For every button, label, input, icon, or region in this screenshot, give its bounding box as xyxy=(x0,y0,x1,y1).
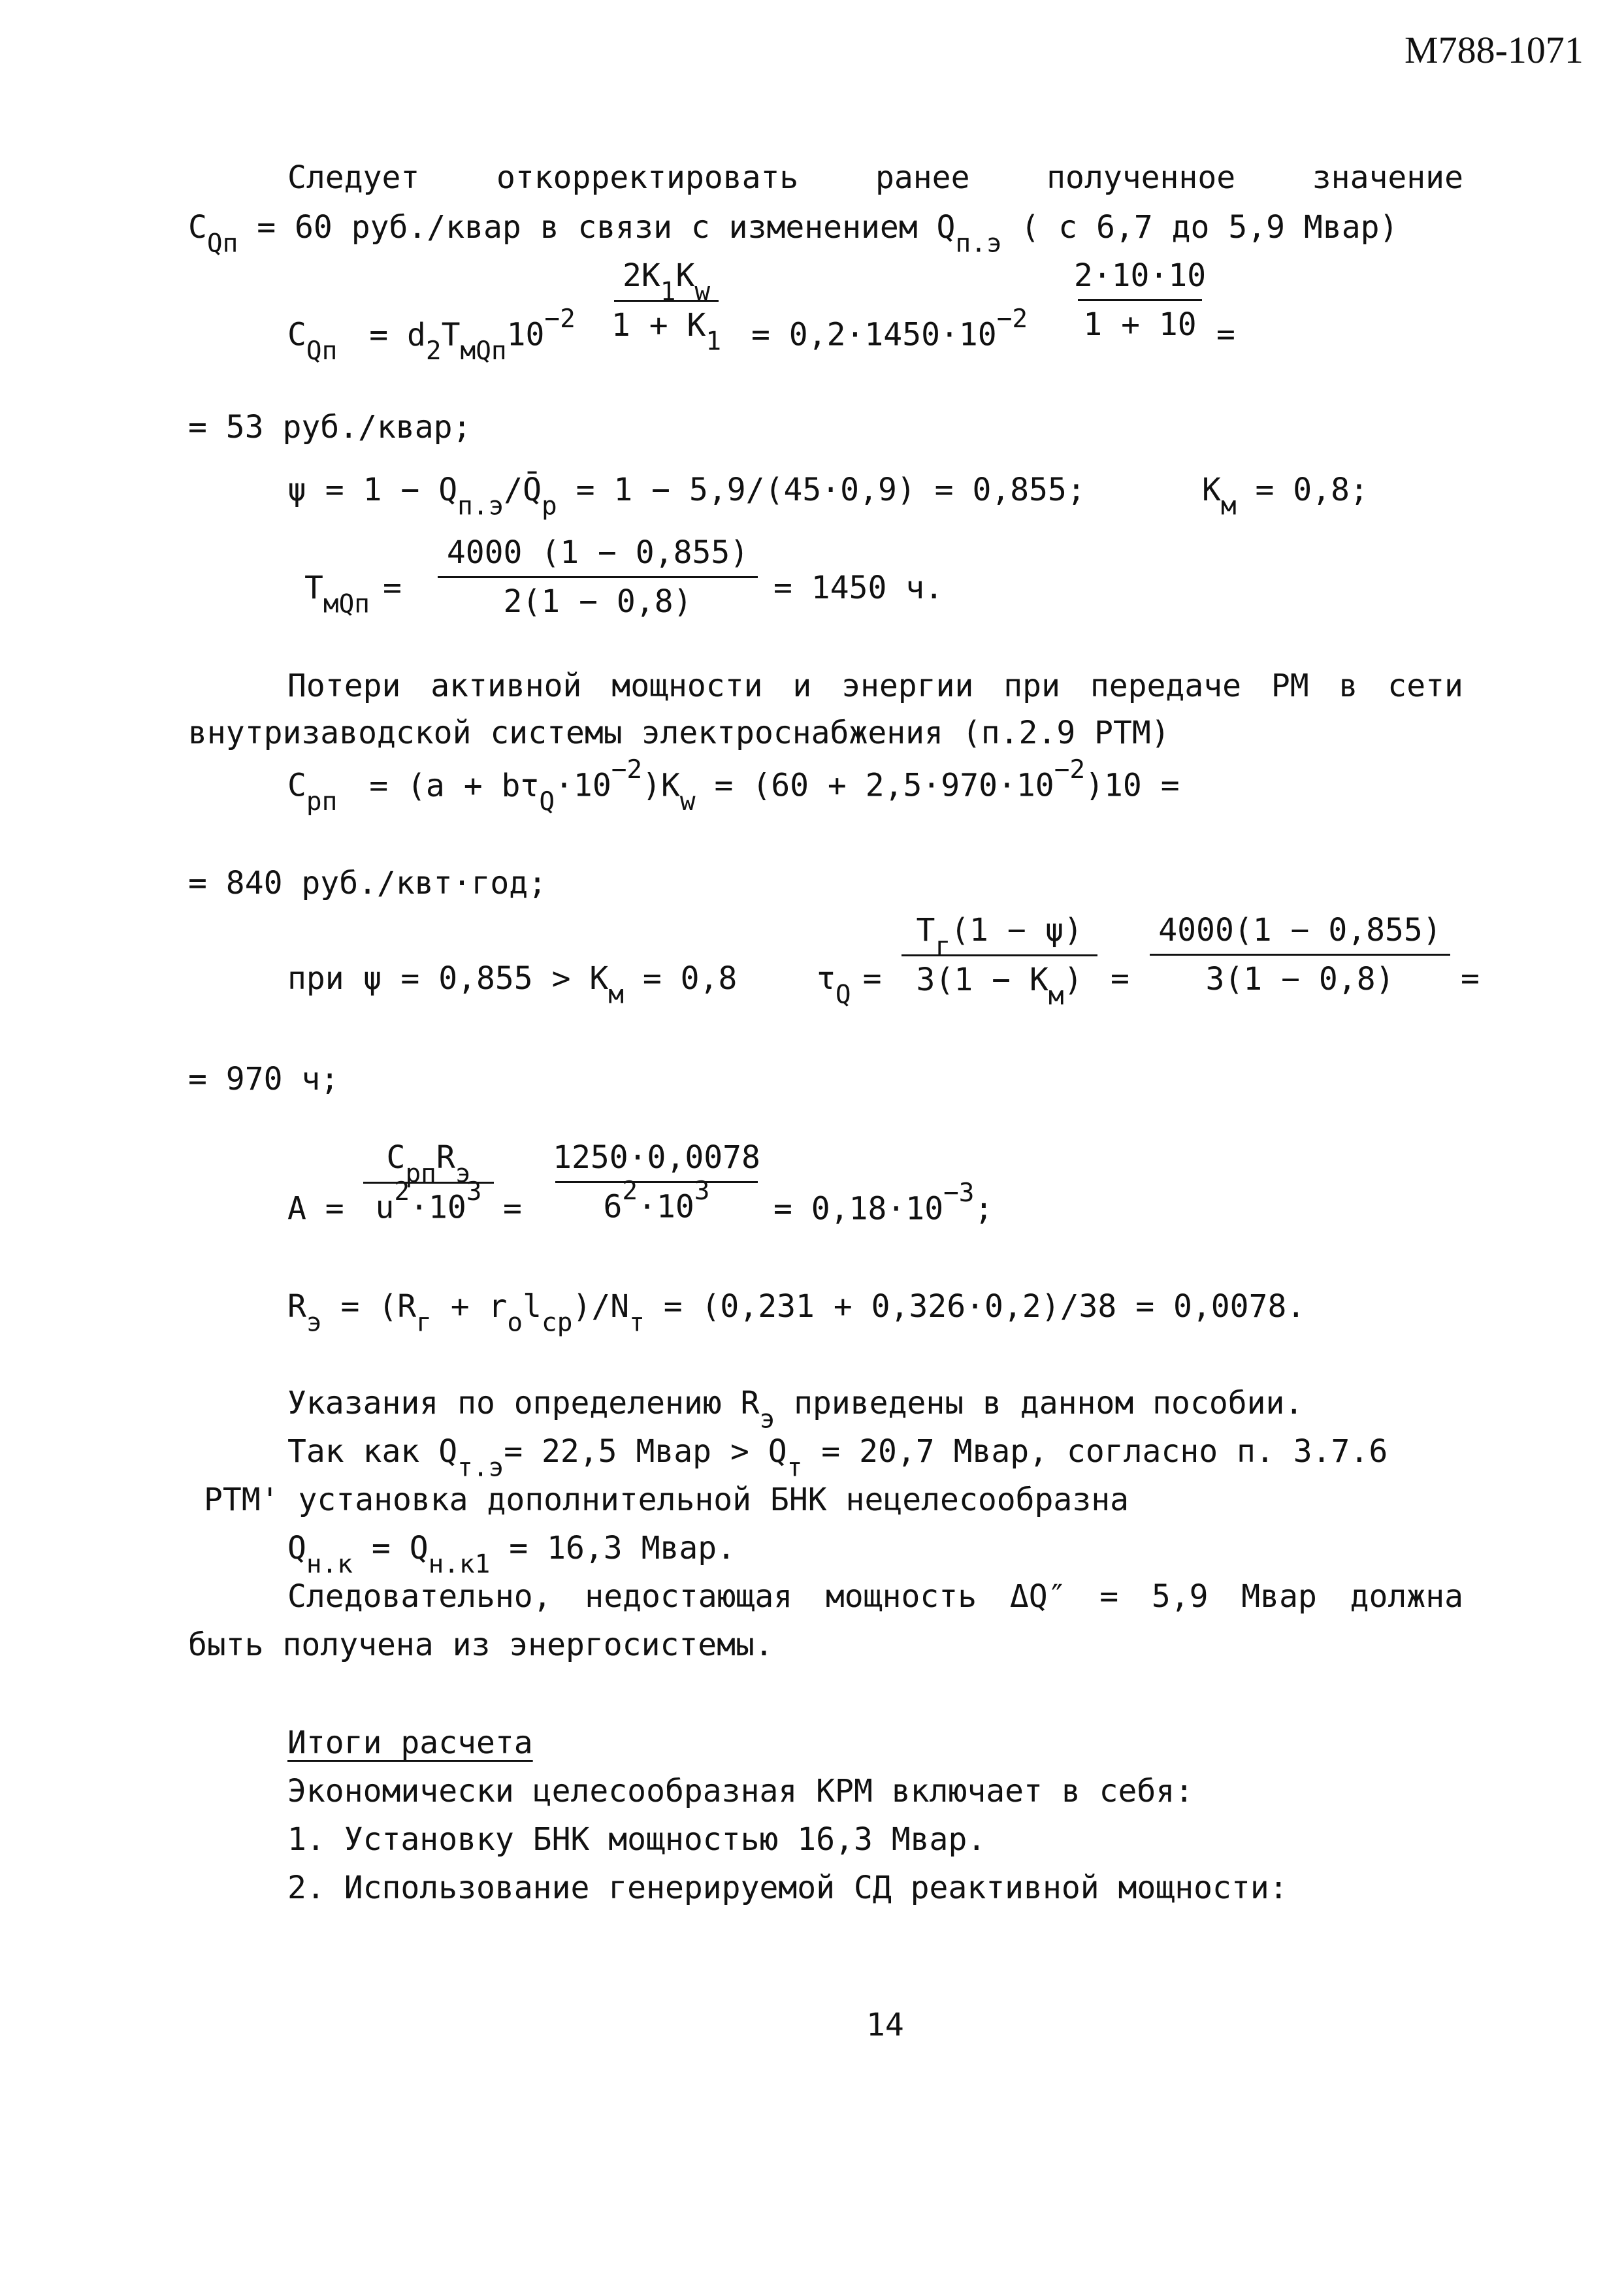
document-code: М788-1071 xyxy=(1405,29,1583,71)
page-number: 14 xyxy=(866,2007,904,2043)
paragraph-line xyxy=(287,159,1463,196)
list-item: 1. Установку БНК мощностью 16,3 Мвар. xyxy=(287,1821,986,1858)
paragraph-line: Указания по определению $R_э$ приведены в данном пособии. xyxy=(287,1385,1304,1435)
formula-cqp-mid: = $0,2\cdot 1450\cdot 10^{-2}$ xyxy=(751,304,1028,353)
paragraph-line: Потери активной мощности и энергии при передаче РМ в сети xyxy=(287,668,1463,704)
tau-result: = 970 ч; xyxy=(188,1061,340,1097)
fraction-tau-2: 4000(1 − 0,855) 3(1 − 0,8) xyxy=(1150,915,1450,995)
formula-cqp-lhs: $C_{Qп} = d_2T_{мQп}10^{-2}$ xyxy=(287,304,576,366)
fraction-2k1kw: $2K_1K_w$ $1 + K_1$ xyxy=(611,257,722,357)
tau-lhs: $\tau_Q$ = xyxy=(817,960,882,1010)
paragraph-line: $Q_{н.к} = Q_{н.к1} = 16,3$ Мвар. xyxy=(287,1530,736,1580)
word: Следует xyxy=(287,159,420,196)
equals-sign: = xyxy=(1216,316,1235,353)
a-lhs: A = xyxy=(287,1190,344,1227)
crp-formula: $C_{рп} = (a + b\tau_Q\cdot 10^{-2})K_w = (60 + 2,5\cdot 970\cdot 10^{-2})10$ = xyxy=(287,754,1180,817)
re-formula: $R_э = (R_г + r_ol_{ср})/N_т = (0,231 + 0,326\cdot 0,2)/38 = 0,0078$. xyxy=(287,1288,1306,1338)
equals-sign: = xyxy=(1461,960,1480,997)
formula-result: = 53 руб./квар; xyxy=(188,409,472,446)
paragraph-line: Следовательно, недостающая мощность ΔQ″ = 5,9 Мвар должна xyxy=(287,1578,1463,1615)
equals-sign: = xyxy=(1111,960,1129,997)
fraction-a-2: 1250·0,0078 $6^2\cdot 10^3$ xyxy=(553,1139,760,1225)
word: ранее xyxy=(875,159,970,196)
tmqp-lhs: $T_{мQп}$ = xyxy=(304,570,402,619)
crp-result: = 840 руб./квт·год; xyxy=(188,865,547,901)
section-title: Итоги расчета xyxy=(287,1725,533,1761)
a-result: = $0,18\cdot 10^{-3}$; xyxy=(773,1178,994,1227)
paragraph-line: $C_{Qп} = 60$ руб./квар в связи с изменением $Q_{п.э}$ ( с 6,7 до 5,9 Мвар) xyxy=(188,209,1399,259)
fraction-a-1: $C_{рп}R_э$ $u^2\cdot 10^3$ xyxy=(363,1142,494,1223)
list-item: 2. Использование генерируемой СД реактивной мощности: xyxy=(287,1870,1288,1906)
tmqp-result: = 1450 ч. xyxy=(773,570,944,606)
word: значение xyxy=(1312,159,1463,196)
summary-intro: Экономически целесообразная КРМ включает в себя: xyxy=(287,1773,1194,1809)
fraction-2-10-10: 2·10·10 1 + 10 xyxy=(1073,257,1207,343)
km-value: $K_м = 0,8$; xyxy=(1202,472,1369,521)
paragraph-line: Так как $Q_{т.э}= 22,5$ Мвар > $Q_т = 20,7$ Мвар, согласно п. 3.7.6 xyxy=(287,1433,1388,1483)
psi-formula: $\psi = 1 - Q_{п.э}/Q̄_р = 1 - 5,9/(45\cdot 0,9) = 0,855$; xyxy=(287,472,1086,521)
paragraph-line: внутризаводской системы электроснабжения (п.2.9 РТМ) xyxy=(188,715,1170,751)
fraction-tau-1: $T_г(1 - \psi)$ $3(1 - K_м)$ xyxy=(901,915,1097,996)
word: откорректировать xyxy=(496,159,799,196)
word: полученное xyxy=(1047,159,1236,196)
paragraph-line: быть получена из энергосистемы. xyxy=(188,1627,773,1663)
tau-condition: при $\psi = 0,855 > K_м = 0,8$ xyxy=(287,960,738,1010)
equals-sign: = xyxy=(503,1190,522,1227)
paragraph-line: РТМ' установка дополнительной БНК нецелесообразна xyxy=(204,1482,1129,1518)
fraction-tmqp: 4000 (1 − 0,855) 2(1 − 0,8) xyxy=(438,537,758,617)
